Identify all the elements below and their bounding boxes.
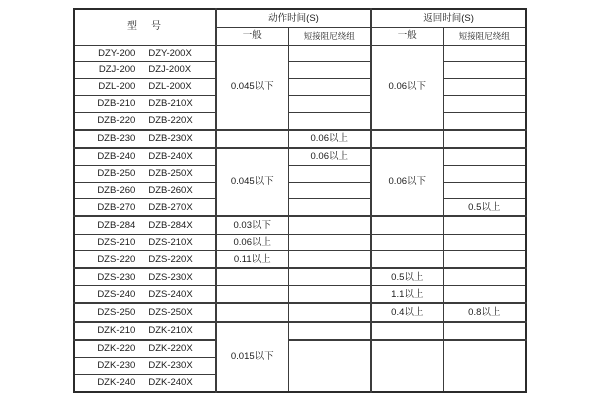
return-damping-cell (443, 268, 526, 286)
return-general-cell (371, 130, 443, 148)
return-damping-cell (443, 216, 526, 234)
action-damping-cell (288, 95, 371, 112)
action-damping-cell: 0.06以上 (288, 130, 371, 148)
return-damping-cell: 0.5以上 (443, 199, 526, 217)
model-cell: DZB-220 DZB-220X (74, 112, 216, 130)
table-row (74, 112, 526, 130)
col-header-action-time: 动作时间(S) (216, 9, 371, 27)
return-general-cell: 1.1以上 (371, 286, 443, 304)
model-cell: DZS-220 DZS-220X (74, 251, 216, 269)
model-cell: DZS-250 DZS-250X (74, 303, 216, 321)
return-damping-cell (443, 340, 526, 392)
action-damping-cell (288, 340, 371, 392)
action-damping-cell (288, 112, 371, 130)
return-damping-cell (443, 112, 526, 130)
return-general-cell: 0.5以上 (371, 268, 443, 286)
return-general-cell (371, 216, 443, 234)
header-row-groups (74, 9, 526, 27)
return-damping-cell (443, 286, 526, 304)
action-damping-cell (288, 251, 371, 269)
model-cell: DZS-210 DZS-210X (74, 234, 216, 251)
return-damping-cell (443, 45, 526, 62)
return-general-cell: 0.06以下 (371, 45, 443, 130)
model-cell: DZJ-200 DZJ-200X (74, 62, 216, 79)
action-general-cell (216, 303, 288, 321)
table-row (74, 234, 526, 251)
model-cell: DZK-230 DZK-230X (74, 358, 216, 375)
action-general-cell: 0.03以下 (216, 216, 288, 234)
return-damping-cell (443, 130, 526, 148)
table-row (74, 216, 526, 234)
action-damping-cell (288, 182, 371, 199)
action-damping-cell (288, 303, 371, 321)
action-general-cell: 0.045以下 (216, 148, 288, 217)
action-damping-cell (288, 268, 371, 286)
return-damping-cell (443, 251, 526, 269)
return-damping-cell (443, 62, 526, 79)
return-general-cell (371, 340, 443, 392)
action-damping-cell (288, 45, 371, 62)
action-general-cell (216, 268, 288, 286)
return-general-cell (371, 251, 443, 269)
model-cell: DZS-230 DZS-230X (74, 268, 216, 286)
return-damping-cell (443, 165, 526, 182)
model-cell: DZK-210 DZK-210X (74, 322, 216, 340)
action-general-cell (216, 130, 288, 148)
table-row (74, 79, 526, 96)
col-header-action-damping: 短接阻尼绕组 (288, 27, 371, 45)
model-cell: DZB-284 DZB-284X (74, 216, 216, 234)
table-row (74, 286, 526, 304)
action-general-cell: 0.015以下 (216, 322, 288, 392)
table-row (74, 199, 526, 217)
model-cell: DZK-220 DZK-220X (74, 340, 216, 358)
action-damping-cell (288, 165, 371, 182)
return-general-cell (371, 322, 443, 340)
table-row (74, 45, 526, 62)
return-damping-cell (443, 148, 526, 166)
return-general-cell (371, 234, 443, 251)
table-row (74, 182, 526, 199)
action-general-cell (216, 286, 288, 304)
return-damping-cell (443, 182, 526, 199)
model-cell: DZB-210 DZB-210X (74, 95, 216, 112)
action-damping-cell (288, 199, 371, 217)
relay-timing-spec-table (73, 8, 527, 393)
action-general-cell: 0.11以上 (216, 251, 288, 269)
return-general-cell: 0.4以上 (371, 303, 443, 321)
return-damping-cell (443, 95, 526, 112)
table-row (74, 165, 526, 182)
return-general-cell: 0.06以下 (371, 148, 443, 217)
model-cell: DZB-260 DZB-260X (74, 182, 216, 199)
model-cell: DZB-240 DZB-240X (74, 148, 216, 166)
table-row (74, 251, 526, 269)
action-damping-cell (288, 216, 371, 234)
col-header-return-time: 返回时间(S) (371, 9, 526, 27)
action-damping-cell (288, 322, 371, 340)
action-general-cell: 0.045以下 (216, 45, 288, 130)
model-cell: DZK-240 DZK-240X (74, 374, 216, 392)
action-damping-cell (288, 234, 371, 251)
model-cell: DZS-240 DZS-240X (74, 286, 216, 304)
model-cell: DZY-200 DZY-200X (74, 45, 216, 62)
action-damping-cell (288, 79, 371, 96)
col-header-return-damping: 短接阻尼绕组 (443, 27, 526, 45)
table-row (74, 95, 526, 112)
col-header-return-general: 一般 (371, 27, 443, 45)
return-damping-cell: 0.8以上 (443, 303, 526, 321)
table-row (74, 268, 526, 286)
table-row (74, 148, 526, 166)
table-row (74, 340, 526, 358)
table-row (74, 322, 526, 340)
action-damping-cell: 0.06以上 (288, 148, 371, 166)
table-row (74, 62, 526, 79)
spec-table-container (73, 8, 527, 393)
model-cell: DZL-200 DZL-200X (74, 79, 216, 96)
model-cell: DZB-230 DZB-230X (74, 130, 216, 148)
action-damping-cell (288, 62, 371, 79)
action-general-cell: 0.06以上 (216, 234, 288, 251)
col-header-action-general: 一般 (216, 27, 288, 45)
return-damping-cell (443, 79, 526, 96)
table-row (74, 303, 526, 321)
return-damping-cell (443, 322, 526, 340)
table-row (74, 130, 526, 148)
action-damping-cell (288, 286, 371, 304)
model-cell: DZB-250 DZB-250X (74, 165, 216, 182)
model-cell: DZB-270 DZB-270X (74, 199, 216, 217)
col-header-model: 型 号 (74, 9, 216, 45)
return-damping-cell (443, 234, 526, 251)
